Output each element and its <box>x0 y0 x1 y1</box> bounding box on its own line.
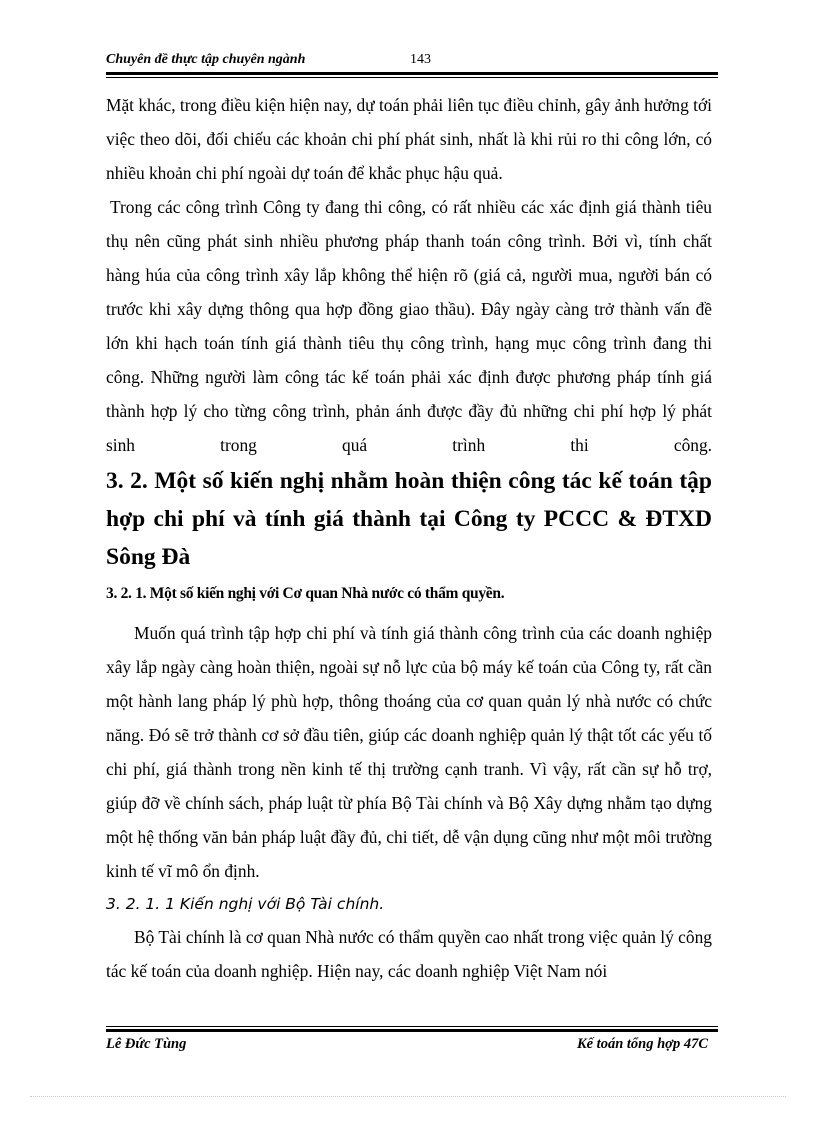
header-rule-thick <box>106 72 718 75</box>
paragraph-2: Trong các công trình Công ty đang thi công, có rất nhiều các xác định giá thành tiêu thụ nên cũng phát sinh nhiều phương pháp thanh toán công trình. Bởi vì, tính chất hàng húa của công trình xây lắp không thể hiện rõ (giá cả, người mua, người bán có trước khi xây dựng thông qua hợp đồng giao thầu). Đây ngày càng trở thành vấn đề lớn khi hạch toán tính giá thành tiêu thụ công trình, hạng mục công trình đang thi công. Những người làm công tác kế toán phải xác định được phương pháp tính giá thành hợp lý cho từng công trình, phản ánh được đầy đủ những chi phí hợp lý phát sinh trong quá trình thi công. <box>106 197 712 455</box>
footer-rule-thick <box>106 1029 718 1032</box>
paragraph-3: Muốn quá trình tập hợp chi phí và tính giá thành công trình của các doanh nghiệp xây lắp ngày càng hoàn thiện, ngoài sự nỗ lực của bộ máy kế toán của Công ty, rất cần một hành lang pháp lý phù hợp, thông thoáng của cơ quan quản lý nhà nước có chức năng. Đó sẽ trở thành cơ sở đầu tiên, giúp các doanh nghiệp quản lý thật tốt các yếu tố chi phí, giá thành trong nền kinh tế thị trường cạnh tranh. Vì vậy, rất cần sự hỗ trợ, giúp đỡ về chính sách, pháp luật từ phía Bộ Tài chính và Bộ Xây dựng nhằm tạo dựng một hệ thống văn bản pháp luật đầy đủ, chi tiết, dễ vận dụng cũng như một môi trường kinh tế vĩ mô ổn định. <box>106 623 712 881</box>
page-number: 143 <box>410 52 431 67</box>
page-header <box>106 52 718 74</box>
page-footer <box>106 1036 718 1056</box>
paragraph-4: Bộ Tài chính là cơ quan Nhà nước có thẩm quyền cao nhất trong việc quản lý công tác kế toán của doanh nghiệp. Hiện nay, các doanh nghiệp Việt Nam nói <box>106 927 712 981</box>
document-body <box>106 88 712 988</box>
footer-rule-thin <box>106 1026 718 1027</box>
subsection-heading-3-2-1: 3. 2. 1. Một số kiến nghị với Cơ quan Nhà nước có thẩm quyền. <box>106 585 505 602</box>
subsubsection-heading-3-2-1-1: 3. 2. 1. 1 Kiến nghị với Bộ Tài chính. <box>106 895 385 913</box>
footer-class: Kế toán tổng hợp 47C <box>576 1036 708 1052</box>
header-rule-thin <box>106 77 718 78</box>
header-title: Chuyên đề thực tập chuyên ngành <box>106 52 306 67</box>
section-heading-3-2: 3. 2. Một số kiến nghị nhằm hoàn thiện công tác kế toán tập hợp chi phí và tính giá thành tại Công ty PCCC & ĐTXD Sông Đà <box>106 468 712 570</box>
page-bottom-dotted-line <box>30 1096 786 1097</box>
footer-author: Lê Đức Tùng <box>106 1036 187 1052</box>
paragraph-1: Mặt khác, trong điều kiện hiện nay, dự toán phải liên tục điều chỉnh, gây ảnh hưởng tới việc theo dõi, đối chiếu các khoản chi phí phát sinh, nhất là khi rủi ro thi công lớn, có nhiều khoản chi phí ngoài dự toán để khắc phục hậu quả. <box>106 95 712 183</box>
